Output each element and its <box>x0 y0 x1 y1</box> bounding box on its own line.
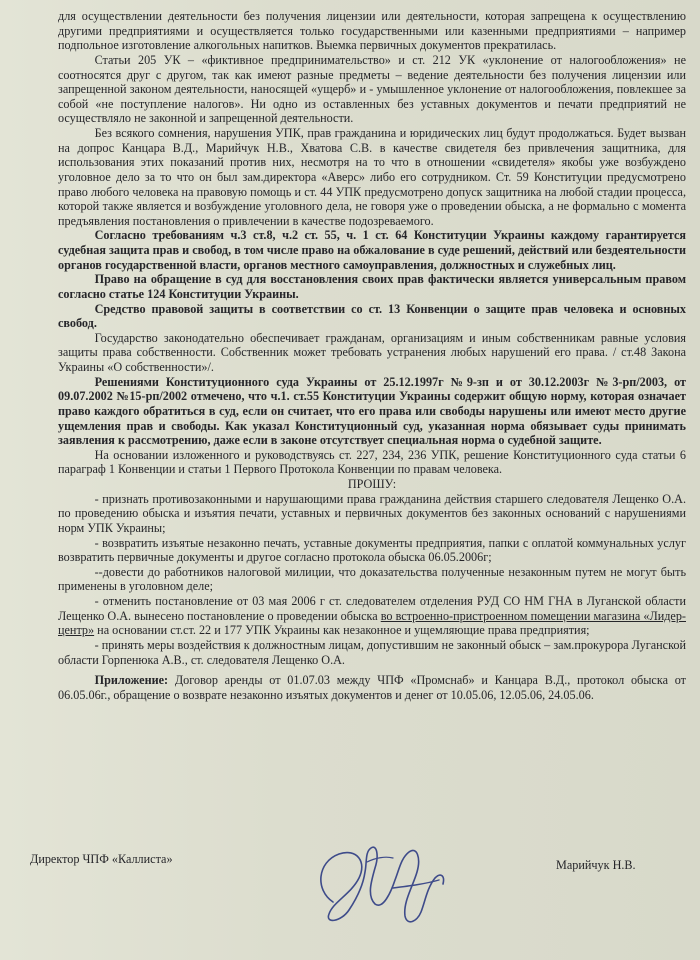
paragraph-bold: Средство правовой защиты в соответствии со ст. 13 Конвенции о защите прав человека и основных свобод. <box>58 301 686 331</box>
attachment-label: Приложение: <box>94 673 169 688</box>
paragraph: Без всякого сомнения, нарушения УПК, прав гражданина и юридических лиц будут продолжаться. Будет вызван на допрос Канцара В.Д., Марийчук Н.В., Хватова С.В. в качестве свидетеля без привлечения защитника, для использования этих показаний против них, несмотря на то что в отношении «свидетеля» якобы уже возбуждено уголовное дело за то что он был зам.директора «Аверс» либо его сотрудником. Ст. 59 Конституции предусмотрено право любого человека на правовую помощь и ст. 44 УПК предусмотрено допуск защитника на любой стадии процесса, которой также является и возбуждение уголовного дела, не говоря уже о проведении обыска, а не формально с момента предъявления постановления о привлечении в качестве подозреваемого. <box>58 126 686 228</box>
request-item: - признать противозаконными и нарушающими права гражданина действия старшего следователя Лещенко О.А. по проведению обыска и изъятия печати, уставных и первичных документов без законных оснований с нарушениями норм УПК Украины; <box>58 491 686 535</box>
director-title: Директор ЧПФ «Каллиста» <box>30 852 173 866</box>
paragraph: для осуществлении деятельности без получения лицензии или деятельности, которая запрещена к осуществлению другими предприятиями и осуществляется только государственными или казенными предприятиями – например подпольное изготовление алкогольных напитков. Выемка первичных документов прекратилась. <box>58 9 686 53</box>
paragraph: Государство законодательно обеспечивает гражданам, организациям и иным собственникам равные условия защиты права собственности. Собственник может требовать устранения любых нарушений его права. / ст.48 Закона Украины «О собственности»/. <box>58 330 686 374</box>
request-item: - возвратить изъятые незаконно печать, уставные документы предприятия, папки с оплатой коммунальных услуг возвратить первичные документы и другое согласно протокола обыска 06.05.2006г; <box>58 535 686 565</box>
handwritten-signature <box>305 832 460 932</box>
request-heading: ПРОШУ: <box>347 477 397 491</box>
paragraph-bold: Право на обращение в суд для восстановления своих прав фактически является универсальным правом согласно статье 124 Конституции Украины. <box>58 272 686 301</box>
request-item <box>58 594 686 638</box>
paragraph-bold: Согласно требованиям ч.3 ст.8, ч.2 ст. 55, ч. 1 ст. 64 Конституции Украины каждому гарантируется судебная защита прав и свобод, в том числе право на обжалование в суде решений, действий или бездеятельности органов государственной власти, органов местного самоуправления, должностных и служебных лиц. <box>58 228 686 272</box>
request-item: - принять меры воздействия к должностным лицам, допустившим не законный обыск – зам.прокурора Луганской области Горпенюка А.В., ст. следователя Лещенко О.А. <box>58 637 686 667</box>
attachment-paragraph <box>58 673 686 702</box>
paragraph: На основании изложенного и руководствуясь ст. 227, 234, 236 УПК, решение Конституционного суда статьи 6 параграф 1 Конвенции и статьи 1 Первого Протокола Конвенции по правам человека. <box>58 447 686 477</box>
signatory-name: Марийчук Н.В. <box>556 858 636 872</box>
paragraph-bold: Решениями Конституционного суда Украины от 25.12.1997г №9-зп и от 30.12.2003г №3-рп/2003, от 09.07.2002 №15-рп/2002 отмечено, что ч.1. ст.55 Конституции Украины содержит общую норму, которая означает право каждого обратиться в суд, если он считает, что его права или свободы нарушены или имеют место другие ущемления прав и свободы. Как указал Конституционный суд, указанная норма обязывает суды принимать заявления к рассмотрению, даже если в законе отсутствует специальная норма о судебной защите. <box>58 374 686 448</box>
request-text: - отменить постановление от 03 мая 2006 г ст. следователем отделения РУД СО НМ ГНА в Луганской области Лещенко О.А. вынесено постановление о проведении обыска <box>58 594 686 623</box>
underlined-location: во встроенно-пристроенном помещении магазина «Лидер-центр» <box>58 608 686 638</box>
paragraph: Статьи 205 УК – «фиктивное предпринимательство» и ст. 212 УК «уклонение от налогообложения» не соотносятся друг с другом, так как имеют разные предметы – ведение деятельности без получения лицензии или запрещенной законом деятельности, наносящей «ущерб» и - умышленное уклонение от налогообложения, повлекшее за собой «не поступление налогов». Ни одно из оставленных без уставных документов и печати предприятий не осуществляло не законной и запрещенной деятельности. <box>58 52 686 126</box>
document-body <box>58 9 686 702</box>
attachment-text: Договор аренды от 01.07.03 между ЧПФ «Промснаб» и Канцара В.Д., протокол обыска от 06.05.06г., обращение о возврате незаконно изъятых документов и денег от 10.05.06, 12.05.06, 24.05.06. <box>58 673 686 702</box>
request-item: --довести до работников налоговой милиции, что доказательства полученные незаконным путем не могут быть применены в уголовном деле; <box>58 564 686 594</box>
request-text: на основании ст.ст. 22 и 177 УПК Украины как незаконное и ущемляющие права предприятия; <box>94 623 590 638</box>
